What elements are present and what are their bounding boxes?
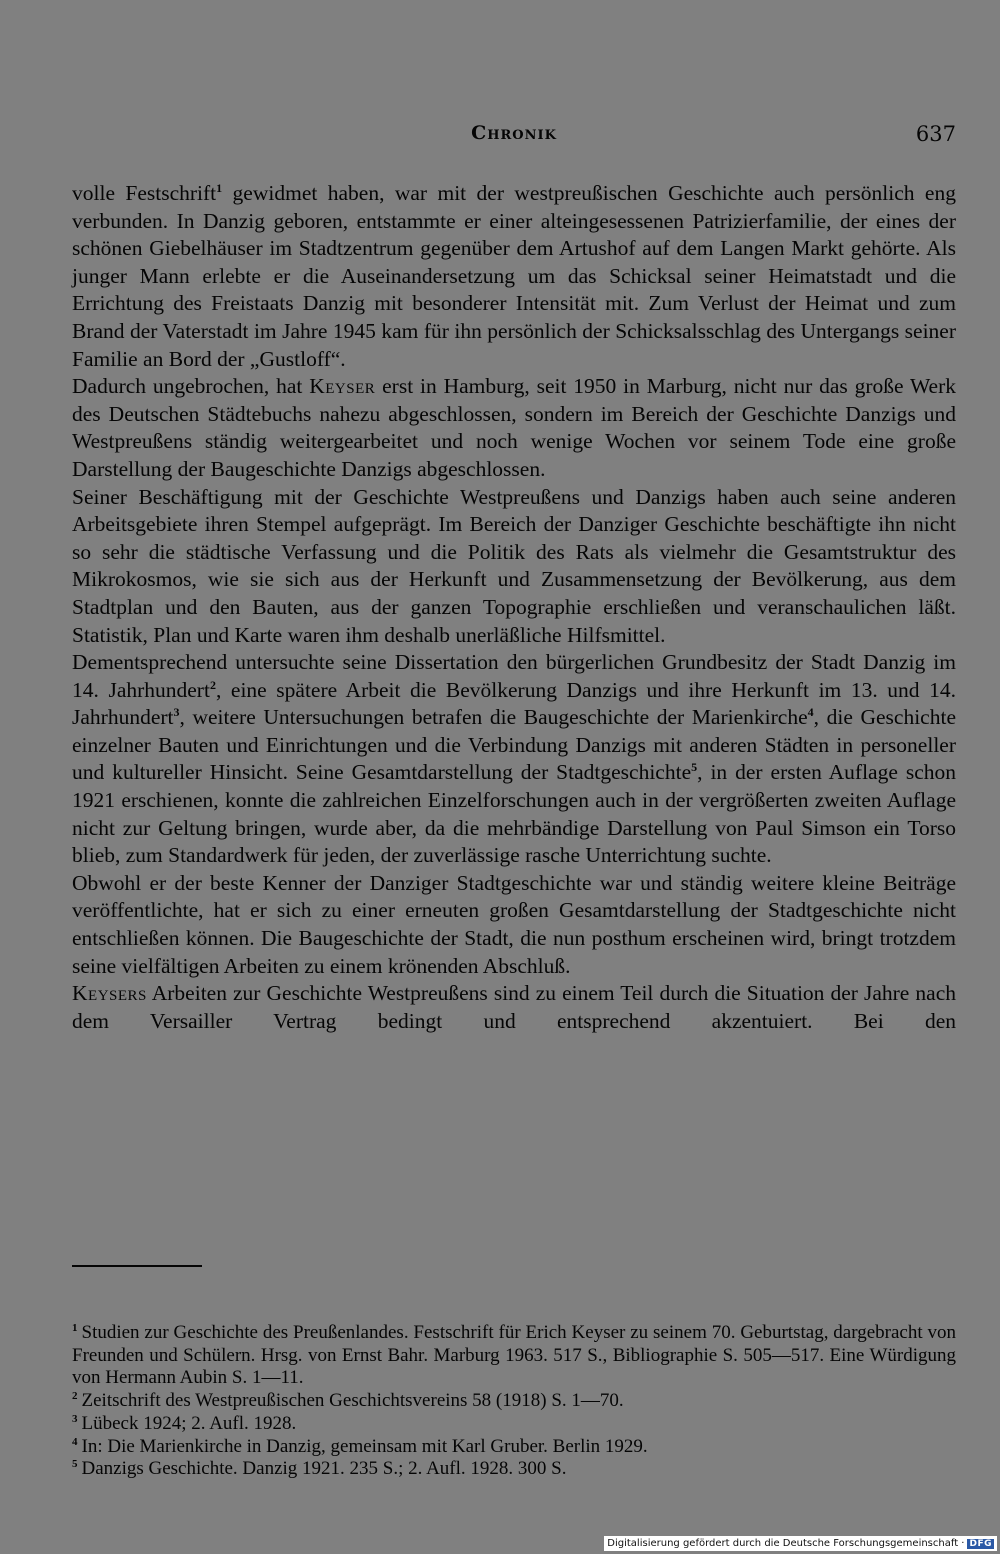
footnote-number: 4 [72,1435,78,1448]
footnote-ref: 5 [691,760,698,775]
credit-text: Digitalisierung gefördert durch die Deutsche Forschungsgemeinschaft · [607,1538,965,1549]
footnotes [72,1322,956,1481]
text-run: , eine spätere Arbeit die Bevölkerung Danzigs und ihre Herkunft im 13. und 14. Jahrhundert [72,677,956,730]
paragraph [72,373,956,483]
paragraph [72,649,956,870]
footnote [72,1322,956,1390]
footnote-text: In: Die Marienkirche in Danzig, gemeinsam mit Karl Gruber. Berlin 1929. [81,1435,648,1457]
footnote-text: Danzigs Geschichte. Danzig 1921. 235 S.; 2. Aufl. 1928. 300 S. [81,1458,567,1480]
author-name: Keyser [309,374,376,399]
page-header [72,122,956,152]
text-run: Arbeiten zur Geschichte Westpreußens sind zu einem Teil durch die Situation der Jahre nach dem Versailler Vertrag bedingt und entsprechend akzentuiert. Bei den [72,981,956,1033]
text-run: Seiner Beschäftigung mit der Geschichte Westpreußens und Danzigs haben auch seine anderen Arbeitsgebiete ihren Stempel aufgeprägt. Im Bereich der Danziger Geschichte beschäftigte ihn nicht so sehr die städtische Verfassung und die Politik des Rats als vielmehr die Gesamtstruktur des Mikrokosmos, wie sie sich aus der Herkunft und Zusammensetzung der Bevölkerung, aus dem Stadtplan und den Bauten, aus der ganzen Topographie erschließen und veranschaulichen läßt. Statistik, Plan und Karte waren ihm deshalb unerläßliche Hilfsmittel. [72,484,956,647]
running-head: Chronik [471,122,557,144]
paragraph [72,870,956,980]
footnote-text: Studien zur Geschichte des Preußenlandes. Festschrift für Erich Keyser zu seinem 70. Geburtstag, dargebracht von Freunden und Schülern. Hrsg. von Ernst Bahr. Marburg 1963. 517 S., Bibliographie S. 505—517. Eine Würdigung von Hermann Aubin S. 1—11. [72,1322,956,1389]
text-run: volle Festschrift [72,181,217,205]
footnote [72,1390,956,1413]
footnote-text: Lübeck 1924; 2. Aufl. 1928. [81,1412,297,1434]
footnote-number: 3 [72,1412,78,1425]
footnote-rule [72,1265,202,1267]
footnote-ref: 2 [209,677,216,692]
paragraph [72,180,956,373]
paragraph [72,484,956,650]
paragraph [72,980,956,1035]
text-run: Obwohl er der beste Kenner der Danziger Stadtgeschichte war und ständig weitere kleine Beiträge veröffentlichte, hat er sich zu einer erneuten großen Gesamtdarstellung der Stadtgeschichte nicht entschließen können. Die Baugeschichte der Stadt, die nun posthum erscheinen wird, bringt trotzdem seine vielfältigen Arbeiten zu einem krönenden Abschluß. [72,870,956,978]
footnote-number: 5 [72,1458,78,1471]
author-name: Keysers [72,981,147,1006]
footnote-ref: 3 [173,705,180,720]
footnote-number: 1 [72,1322,78,1334]
text-run: gewidmet haben, war mit der westpreußischen Geschichte auch persönlich eng verbunden. In Danzig geboren, entstammte er einer alteingesessenen Patrizierfamilie, der eines der schönen Giebelhäuser im Stadtzentrum gegenüber dem Artushof auf dem Langen Markt gehörte. Als junger Mann erlebte er die Auseinandersetzung um das Schicksal seiner Heimatstadt und die Errichtung des Freistaats Danzig mit besonderer Intensität mit. Zum Verlust der Heimat und zum Brand der Vaterstadt im Jahre 1945 kam für ihn persönlich der Schicksalsschlag des Untergangs seiner Familie an Bord der „Gustloff“. [72,181,956,371]
footnote-ref: 1 [216,181,223,195]
text-run: erst in Hamburg, seit 1950 in Marburg, nicht nur das große Werk des Deutschen Städtebuchs nahezu abgeschlossen, sondern im Bereich der Geschichte Danzigs und Westpreußens ständig weitergearbeitet und noch wenige Wochen vor seinem Tode eine große Darstellung der Baugeschichte Danzigs abgeschlossen. [72,374,957,481]
text-run: Dementsprechend untersuchte seine Dissertation den bürgerlichen Grundbesitz der Stadt Danzig im 14. Jahrhundert [72,650,956,702]
text-run: , in der ersten Auflage schon 1921 erschienen, konnte die zahlreichen Einzelforschungen auch in der vergrößerten zweiten Auflage nicht zur Geltung bringen, wurde aber, da die mehrbändige Darstellung von Paul Simson ein Torso blieb, zum Standardwerk für jeden, der zuverlässige rasche Unterrichtung suchte. [72,760,957,868]
text-run: , weitere Untersuchungen betrafen die Baugeschichte der Marienkirche [179,705,808,730]
page-number: 637 [915,122,956,146]
footnote [72,1413,956,1436]
footnote [72,1458,956,1481]
footnote-ref: 4 [807,705,814,720]
text-run: Dadurch ungebrochen, hat [72,374,310,399]
body-text [72,180,956,1035]
digitization-credit [604,1536,997,1551]
dfg-logo: DFG [969,1538,992,1549]
footnote-number: 2 [72,1390,78,1403]
footnote [72,1436,956,1459]
text-run: , die Geschichte einzelner Bauten und Einrichtungen und die Verbindung Danzigs mit anderen Städten in personeller und kultureller Hinsicht. Seine Gesamtdarstellung der Stadtgeschichte [72,705,956,785]
footnote-text: Zeitschrift des Westpreußischen Geschichtsvereins 58 (1918) S. 1—70. [81,1390,624,1412]
